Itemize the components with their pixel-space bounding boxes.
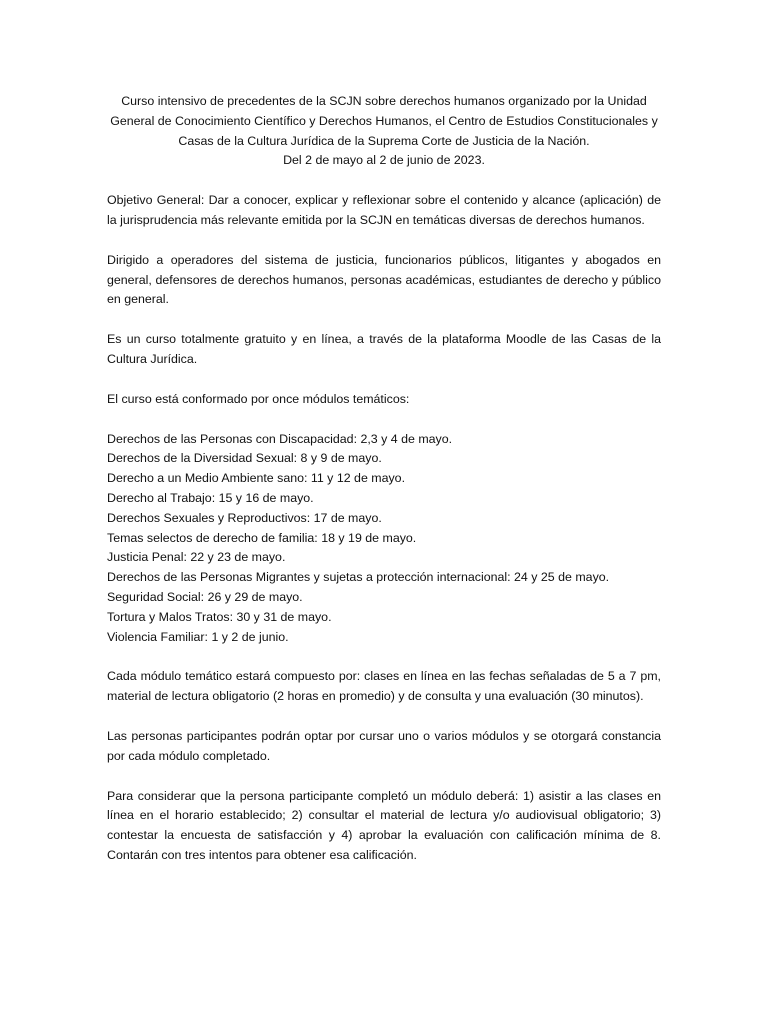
module-item: Justicia Penal: 22 y 23 de mayo. bbox=[107, 550, 286, 565]
module-item: Tortura y Malos Tratos: 30 y 31 de mayo. bbox=[107, 609, 332, 624]
module-item: Derecho al Trabajo: 15 y 16 de mayo. bbox=[107, 490, 314, 505]
module-item: Derechos de las Personas Migrantes y sujetas a protección internacional: 24 y 25 de mayo. bbox=[107, 570, 610, 585]
module-item: Derechos Sexuales y Reproductivos: 17 de mayo. bbox=[107, 510, 382, 525]
module-item: Seguridad Social: 26 y 29 de mayo. bbox=[107, 589, 303, 604]
module-item: Violencia Familiar: 1 y 2 de junio. bbox=[107, 629, 289, 644]
module-composition-paragraph: Cada módulo temático estará compuesto por: clases en línea en las fechas señaladas de 5 a 7 pm, material de lectura obligatorio (2 horas en promedio) y de consulta y una evaluación (30 minutos). bbox=[107, 669, 661, 704]
course-dates: Del 2 de mayo al 2 de junio de 2023. bbox=[283, 153, 485, 168]
module-item: Derechos de las Personas con Discapacidad: 2,3 y 4 de mayo. bbox=[107, 431, 453, 446]
module-item: Derecho a un Medio Ambiente sano: 11 y 12 de mayo. bbox=[107, 471, 406, 486]
title-text: Curso intensivo de precedentes de la SCJN sobre derechos humanos organizado por la Unidad General de Conocimiento Científico y Derechos Humanos, el Centro de Estudios Constitucionales y Casas de la Cultura Jurídica de la Suprema Corte de Justicia de la Nación. bbox=[110, 94, 658, 148]
module-item: Temas selectos de derecho de familia: 18 y 19 de mayo. bbox=[107, 530, 417, 545]
certificate-paragraph: Las personas participantes podrán optar por cursar uno o varios módulos y se otorgará constancia por cada módulo completado. bbox=[107, 728, 661, 763]
objective-paragraph: Objetivo General: Dar a conocer, explicar y reflexionar sobre el contenido y alcance (aplicación) de la jurisprudencia más relevante emitida por la SCJN en temáticas diversas de derechos humanos. bbox=[107, 193, 661, 227]
module-item: Derechos de la Diversidad Sexual: 8 y 9 de mayo. bbox=[107, 451, 382, 466]
completion-paragraph: Para considerar que la persona participante completó un módulo deberá: 1) asistir a las clases en línea en el horario establecido; 2) consultar el material de lectura y/o audiovisual obligatorio; 3) contestar la encuesta de satisfacción y 4) aprobar la evaluación con calificación mínima de 8. Contarán con tres intentos para obtener esa calificación. bbox=[107, 788, 661, 862]
modules-list bbox=[107, 430, 661, 648]
document-body bbox=[107, 92, 661, 866]
document-title bbox=[107, 92, 661, 171]
modules-intro: El curso está conformado por once módulos temáticos: bbox=[107, 391, 410, 406]
free-online-paragraph: Es un curso totalmente gratuito y en línea, a través de la plataforma Moodle de las Casas de la Cultura Jurídica. bbox=[107, 332, 661, 366]
audience-paragraph: Dirigido a operadores del sistema de justicia, funcionarios públicos, litigantes y abogados en general, defensores de derechos humanos, personas académicas, estudiantes de derecho y público en general. bbox=[107, 252, 661, 307]
